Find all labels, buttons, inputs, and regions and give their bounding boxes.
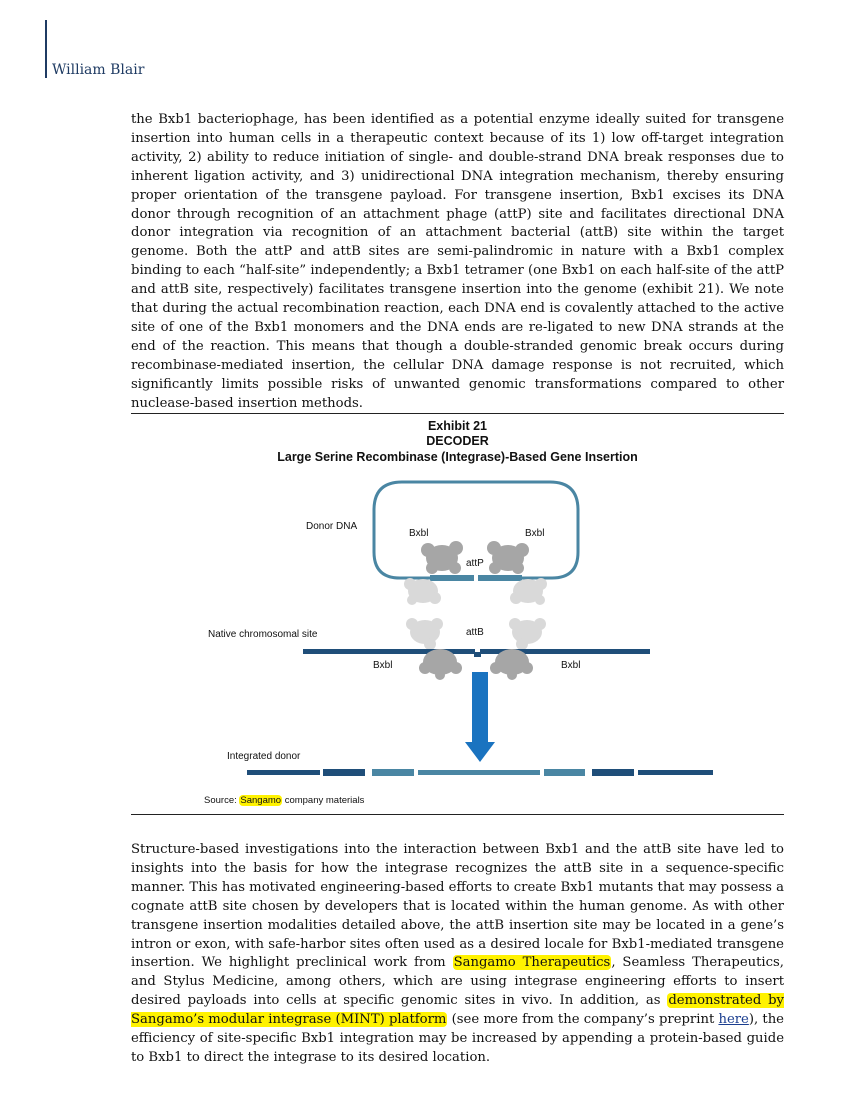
highlight-mint: demonstrated by Sangamo’s modular integrase (MINT) platform xyxy=(131,993,785,1028)
label-native-site: Native chromosomal site xyxy=(208,629,318,640)
bxbl-protein-top-right xyxy=(487,541,529,574)
native-site-right xyxy=(480,649,650,654)
bxbl-protein-bottom-left xyxy=(419,649,462,680)
exhibit-number: Exhibit 21 xyxy=(427,419,488,433)
para2-text-4: ), the efficiency of site-specific Bxb1 integration may be increased by appending a protein-based guide to Bxb1 to direct the integrase to its desired location. xyxy=(131,1012,784,1065)
integrated-seg-6 xyxy=(592,769,634,776)
bxbl-protein-mid-left-lower xyxy=(406,618,443,650)
exhibit-top-rule xyxy=(131,413,784,414)
body-paragraph-2 xyxy=(131,841,784,1068)
preprint-link[interactable]: here xyxy=(718,1012,749,1028)
exhibit-source xyxy=(204,795,364,806)
integrated-seg-3 xyxy=(372,769,414,776)
highlight-sangamo: Sangamo Therapeutics xyxy=(453,955,611,971)
integrated-seg-5 xyxy=(544,769,585,776)
source-highlight: Sangamo xyxy=(240,795,282,806)
integrated-seg-1 xyxy=(247,770,320,775)
arrow-shaft xyxy=(472,672,488,744)
exhibit-title: Large Serine Recombinase (Integrase)-Based Gene Insertion xyxy=(277,450,638,464)
para2-text-2: , Seamless Therapeutics, and Stylus Medicine, among others, which are using integrase engineering efforts to insert desired payloads into cells at specific genomic sites in vivo. In addition, as xyxy=(131,955,784,1009)
label-attb: attB xyxy=(466,627,484,638)
body-paragraph-1: the Bxb1 bacteriophage, has been identified as a potential enzyme ideally suited for transgene insertion into human cells in a therapeutic context because of its 1) low off-target integration activity, 2) ability to reduce initiation of single- and double-strand DNA break responses due to inherent ligation activity, and 3) unidirectional DNA integration mechanism, thereby ensuring proper orientation of the transgene payload. For transgene insertion, Bxb1 excises its DNA donor through recognition of an attachment phage (attP) site and facilitates directional DNA donor integration via recognition of an attachment bacterial (attB) site within the target genome. Both the attP and attB sites are semi-palindromic in nature with a Bxb1 complex binding to each “half-site” independently; a Bxb1 tetramer (one Bxb1 on each half-site of the attP and attB site, respectively) facilitates transgene insertion into the genome (exhibit 21). We note that during the actual recombination reaction, each DNA end is covalently attached to the active site of one of the Bxb1 monomers and the DNA ends are re-ligated to new DNA strands at the end of the reaction. This means that though a double-stranded genomic break occurs during recombinase-mediated insertion, the cellular DNA damage response is not recruited, which significantly limits possible risks of unwanted genomic transformations compared to other nuclease-based insertion methods. xyxy=(131,112,784,411)
integrated-seg-2 xyxy=(323,769,365,776)
source-prefix: Source: xyxy=(204,795,240,806)
bxbl-protein-mid-right-upper xyxy=(510,578,547,605)
label-bxbl-bottom-left: Bxbl xyxy=(373,660,393,671)
label-integrated-donor: Integrated donor xyxy=(227,751,301,762)
arrow-head xyxy=(465,742,495,762)
integrated-seg-4 xyxy=(418,770,540,775)
bxbl-protein-mid-left-upper xyxy=(404,578,441,605)
brand-logo-text: William Blair xyxy=(52,62,145,78)
header-rule xyxy=(45,20,47,78)
native-site-left xyxy=(303,649,475,654)
attp-segment-right xyxy=(478,575,522,581)
exhibit-bottom-rule xyxy=(131,814,784,815)
exhibit-name: DECODER xyxy=(426,434,489,448)
label-bxbl-top-left: Bxbl xyxy=(409,528,429,539)
para2-text-1: Structure-based investigations into the interaction between Bxb1 and the attB site have led to insights into the basis for how the integrase recognizes the attB site in a sequence-specific manner. This has motivated engineering-based efforts to create Bxb1 mutants that may possess a cognate attB site chosen by developers that is located within the human genome. As with other transgene insertion modalities detailed above, the attB insertion site may be located in a gene’s intron or exon, with safe-harbor sites often used as a desired locale for Bxb1-mediated transgene insertion. We highlight preclinical work from xyxy=(131,842,784,971)
bxbl-protein-mid-right-lower xyxy=(509,618,546,650)
source-suffix: company materials xyxy=(282,795,365,806)
attb-break xyxy=(474,652,481,657)
para2-text-3: (see more from the company’s preprint xyxy=(447,1012,719,1028)
bxbl-protein-bottom-right xyxy=(490,649,533,680)
label-donor-dna: Donor DNA xyxy=(306,521,358,532)
bxbl-protein-top-left xyxy=(421,541,463,574)
attp-segment-left xyxy=(430,575,474,581)
label-bxbl-bottom-right: Bxbl xyxy=(561,660,581,671)
label-attp: attP xyxy=(466,558,484,569)
integrated-seg-7 xyxy=(638,770,713,775)
label-bxbl-top-right: Bxbl xyxy=(525,528,545,539)
